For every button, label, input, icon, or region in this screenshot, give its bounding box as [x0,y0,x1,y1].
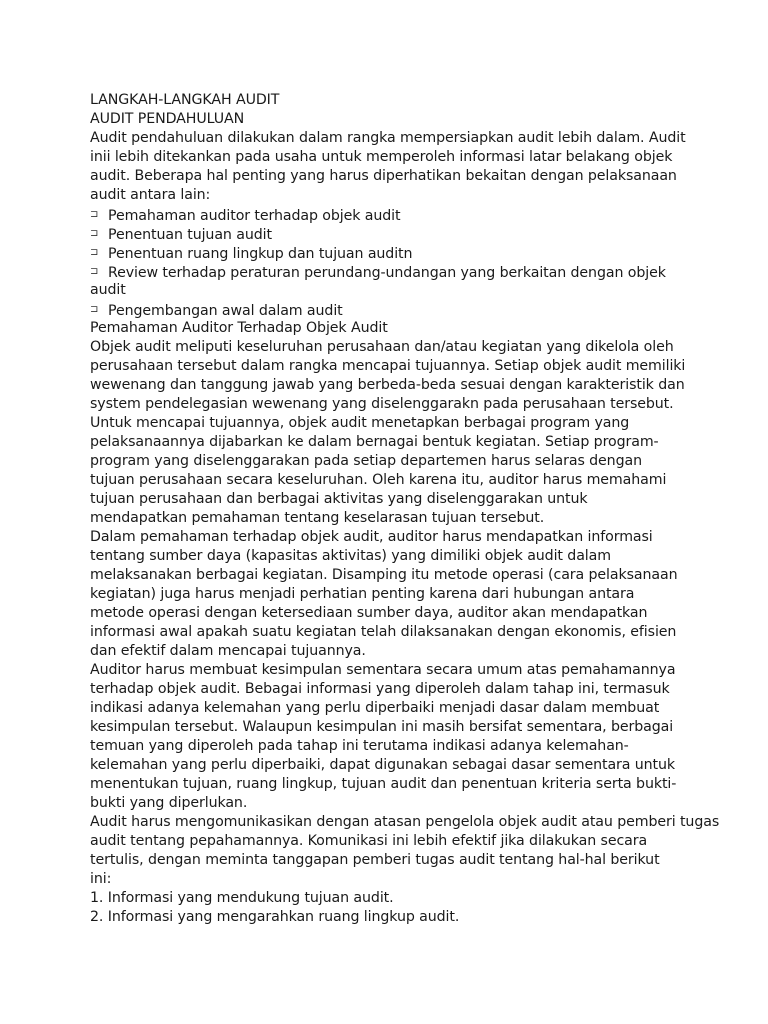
text-line: kelemahan yang perlu diperbaiki, dapat digunakan sebagai dasar sementara untuk [90,757,676,773]
document-page [90,91,720,927]
bullet-text: Pengembangan awal dalam audit [108,303,343,319]
text-line: Auditor harus membuat kesimpulan sementara secara umum atas pemahamannya [90,662,676,678]
text-line: bukti yang diperlukan. [90,795,248,811]
bullet-icon: ⊐ [90,228,99,239]
text-line: Dalam pemahaman terhadap objek audit, auditor harus mendapatkan informasi [90,529,653,545]
bullet-text: Penentuan tujuan audit [108,227,272,243]
text-line: metode operasi dengan ketersediaan sumber daya, auditor akan mendapatkan [90,605,648,621]
text-line: temuan yang diperoleh pada tahap ini terutama indikasi adanya kelemahan- [90,738,629,754]
document-body [90,129,720,927]
bullet-text: Review terhadap peraturan perundang-undangan yang berkaitan dengan objek [108,265,666,281]
bullet-text: Pemahaman auditor terhadap objek audit [108,208,401,224]
text-line: tujuan perusahaan secara keseluruhan. Oleh karena itu, auditor harus memahami [90,472,667,488]
bullet-item [90,300,680,319]
bullet-item [90,243,680,262]
text-line: Pemahaman Auditor Terhadap Objek Audit [90,320,388,336]
text-line: dan efektif dalam mencapai tujuannya. [90,643,366,659]
text-line: Objek audit meliputi keseluruhan perusahaan dan/atau kegiatan yang dikelola oleh [90,339,674,355]
text-line: program yang diselenggarakan pada setiap departemen harus selaras dengan [90,453,642,469]
text-line: pelaksanaannya dijabarkan ke dalam bernagai bentuk kegiatan. Setiap program- [90,434,659,450]
text-line: indikasi adanya kelemahan yang perlu diperbaiki menjadi dasar dalam membuat [90,700,660,716]
section-heading: AUDIT PENDAHULUAN [90,111,245,127]
bullet-item [90,224,680,243]
document-title: LANGKAH-LANGKAH AUDIT [90,92,280,108]
text-line: 2. Informasi yang mengarahkan ruang lingkup audit. [90,909,460,925]
bullet-icon: ⊐ [90,304,99,315]
text-line: Untuk mencapai tujuannya, objek audit menetapkan berbagai program yang [90,415,630,431]
text-line: audit. Beberapa hal penting yang harus diperhatikan bekaitan dengan pelaksanaan [90,168,677,184]
text-line: ini: [90,871,112,887]
bullet-icon: ⊐ [90,266,99,277]
text-line: informasi awal apakah suatu kegiatan telah dilaksanakan dengan ekonomis, efisien [90,624,677,640]
text-line: perusahaan tersebut dalam rangka mencapai tujuannya. Setiap objek audit memiliki [90,358,686,374]
text-line: terhadap objek audit. Bebagai informasi yang diperoleh dalam tahap ini, termasuk [90,681,670,697]
text-line: audit tentang pepahamannya. Komunikasi ini lebih efektif jika dilakukan secara [90,833,648,849]
text-line: menentukan tujuan, ruang lingkup, tujuan audit dan penentuan kriteria serta bukti- [90,776,677,792]
text-line: melaksanakan berbagai kegiatan. Disamping itu metode operasi (cara pelaksanaan [90,567,678,583]
bullet-icon: ⊐ [90,209,99,220]
text-line: mendapatkan pemahaman tentang keselarasan tujuan tersebut. [90,510,545,526]
text-line: audit [90,282,126,298]
text-line: tentang sumber daya (kapasitas aktivitas) yang dimiliki objek audit dalam [90,548,611,564]
text-line: inii lebih ditekankan pada usaha untuk memperoleh informasi latar belakang objek [90,149,673,165]
text-line: Audit pendahuluan dilakukan dalam rangka mempersiapkan audit lebih dalam. Audit [90,130,686,146]
text-line: system pendelegasian wewenang yang diselenggarakn pada perusahaan tersebut. [90,396,674,412]
text-line: kesimpulan tersebut. Walaupun kesimpulan ini masih bersifat sementara, berbagai [90,719,674,735]
text-line: kegiatan) juga harus menjadi perhatian penting karena dari hubungan antara [90,586,635,602]
bullet-item [90,262,680,281]
text-line: audit antara lain: [90,187,211,203]
bullet-item [90,205,680,224]
text-line: tertulis, dengan meminta tanggapan pemberi tugas audit tentang hal-hal berikut [90,852,660,868]
text-line: 1. Informasi yang mendukung tujuan audit. [90,890,394,906]
text-line: wewenang dan tanggung jawab yang berbeda-beda sesuai dengan karakteristik dan [90,377,685,393]
bullet-icon: ⊐ [90,247,99,258]
text-line: tujuan perusahaan dan berbagai aktivitas yang diselenggarakan untuk [90,491,588,507]
bullet-text: Penentuan ruang lingkup dan tujuan auditn [108,246,413,262]
text-line: Audit harus mengomunikasikan dengan atasan pengelola objek audit atau pemberi tugas [90,814,720,830]
